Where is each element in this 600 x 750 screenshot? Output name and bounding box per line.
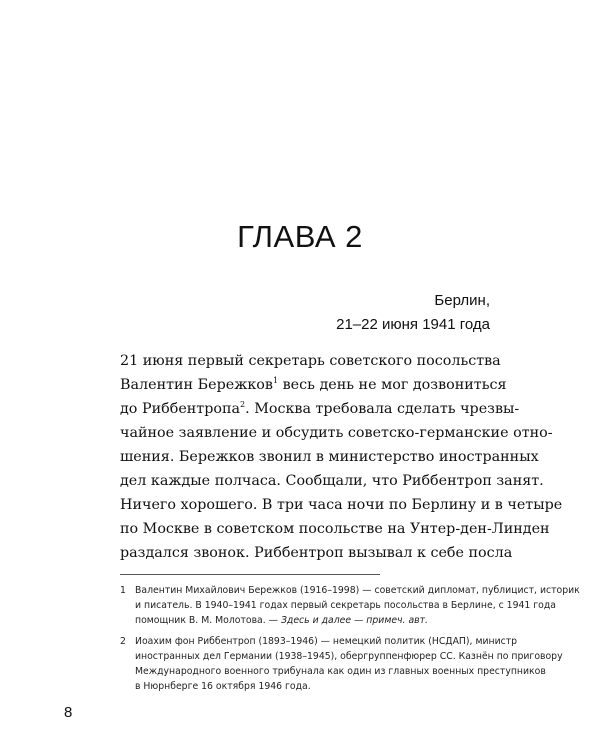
dateline-place: Берлин,	[434, 292, 490, 309]
footnote-2	[120, 634, 563, 694]
footnote-divider	[120, 574, 380, 575]
body-line: шения. Бережков звонил в министерство иностранных	[120, 449, 539, 465]
footnote-line: в Нюрнберге 16 октября 1946 года.	[135, 681, 311, 692]
footnote-number: 2	[120, 636, 126, 647]
body-line: по Москве в советском посольстве на Унтер-ден-Линден	[120, 521, 550, 537]
footnote-line: Валентин Михайлович Бережков (1916–1998) — советский дипломат, публицист, историк	[135, 585, 580, 596]
footnote-line: Иоахим фон Риббентроп (1893–1946) — немецкий политик (НСДАП), министр	[135, 636, 518, 647]
body-line: Ничего хорошего. В три часа ночи по Берлину и в четыре	[120, 497, 563, 513]
dateline-date: 21–22 июня 1941 года	[336, 316, 490, 333]
chapter-title: ГЛАВА 2	[237, 219, 363, 254]
author-note: Здесь и далее — примеч. авт.	[280, 615, 429, 626]
footnote-line: Международного военного трибунала как один из главных военных преступников	[135, 666, 546, 677]
chapter-dateline	[336, 289, 490, 337]
body-line: до Риббентропа$^2$. Москва требовала сделать чрезвы-	[120, 400, 520, 417]
body-line: 21 июня первый секретарь советского посольства	[120, 353, 501, 369]
footnote-ref-2[interactable]: 2	[240, 400, 246, 410]
footnote-line: и писатель. В 1940–1941 годах первый секретарь посольства в Берлине, с 1941 года	[135, 600, 556, 611]
footnote-line: помощник В. М. Молотова. — Здесь и далее — примеч. авт.	[135, 615, 429, 626]
page-number: 8	[64, 704, 73, 721]
footnote-1	[120, 583, 580, 628]
footnote-ref-1[interactable]: 1	[272, 376, 279, 386]
body-line: раздался звонок. Риббентроп вызывал к себе посла	[120, 545, 513, 561]
body-paragraph	[120, 349, 563, 565]
footnote-number: 1	[120, 585, 126, 596]
body-line: чайное заявление и обсудить советско-германские отно-	[120, 425, 553, 441]
body-line: Валентин Бережков$^1$ весь день не мог дозвониться	[120, 376, 507, 393]
footnote-line: иностранных дел Германии (1938–1945), обергруппенфюрер СС. Казнён по приговору	[135, 651, 563, 662]
footnotes	[120, 583, 580, 700]
body-line: дел каждые полчаса. Сообщали, что Риббентроп занят.	[120, 473, 544, 489]
